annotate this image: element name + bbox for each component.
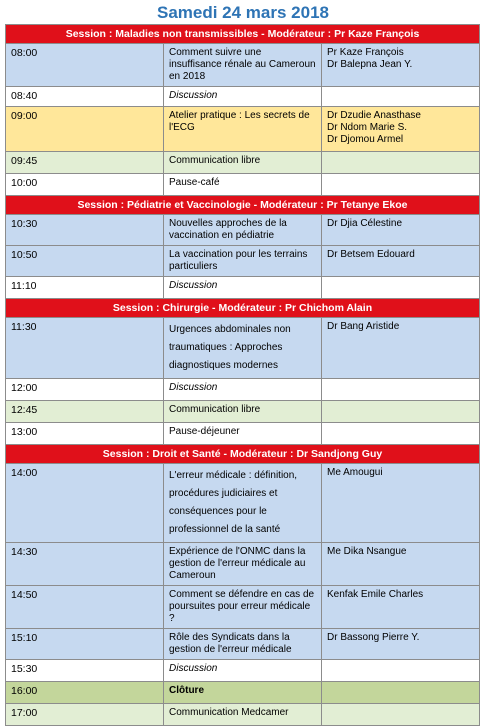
topic-cell: Rôle des Syndicats dans la gestion de l'erreur médicale xyxy=(164,629,322,660)
time-cell: 10:30 xyxy=(6,215,164,246)
speaker-cell xyxy=(322,401,480,423)
table-row xyxy=(6,107,480,152)
speaker-cell xyxy=(322,660,480,682)
topic-cell: Comment suivre une insuffisance rénale au Cameroun en 2018 xyxy=(164,44,322,87)
speaker-cell xyxy=(322,87,480,107)
topic-cell: Clôture xyxy=(164,682,322,704)
table-row xyxy=(6,215,480,246)
time-cell: 14:30 xyxy=(6,543,164,586)
speaker-cell: Dr Betsem Edouard xyxy=(322,246,480,277)
topic-cell: Communication libre xyxy=(164,152,322,174)
table-row xyxy=(6,629,480,660)
speaker-cell: Me Amougui xyxy=(322,464,480,543)
table-row xyxy=(6,682,480,704)
topic-cell: La vaccination pour les terrains particuliers xyxy=(164,246,322,277)
time-cell: 14:00 xyxy=(6,464,164,543)
session-title: Session : Maladies non transmissibles - Modérateur : Pr Kaze François xyxy=(6,25,480,44)
speaker-cell xyxy=(322,174,480,196)
table-row xyxy=(6,423,480,445)
time-cell: 15:30 xyxy=(6,660,164,682)
time-cell: 10:50 xyxy=(6,246,164,277)
topic-cell: Communication libre xyxy=(164,401,322,423)
table-row xyxy=(6,379,480,401)
topic-cell: L'erreur médicale : définition, procédures judiciaires et conséquences pour le professionnel de la santé xyxy=(164,464,322,543)
table-row xyxy=(6,44,480,87)
topic-cell: Expérience de l'ONMC dans la gestion de l'erreur médicale au Cameroun xyxy=(164,543,322,586)
topic-cell: Communication Medcamer xyxy=(164,704,322,726)
topic-cell: Urgences abdominales non traumatiques : Approches diagnostiques modernes xyxy=(164,318,322,379)
session-title: Session : Droit et Santé - Modérateur : Dr Sandjong Guy xyxy=(6,445,480,464)
time-cell: 12:45 xyxy=(6,401,164,423)
speaker-cell xyxy=(322,704,480,726)
time-cell: 09:00 xyxy=(6,107,164,152)
speaker-cell xyxy=(322,277,480,299)
speaker-cell: Dr Bang Aristide xyxy=(322,318,480,379)
speaker-cell xyxy=(322,423,480,445)
time-cell: 12:00 xyxy=(6,379,164,401)
table-row xyxy=(6,586,480,629)
time-cell: 13:00 xyxy=(6,423,164,445)
time-cell: 17:00 xyxy=(6,704,164,726)
topic-cell: Atelier pratique : Les secrets de l'ECG xyxy=(164,107,322,152)
time-cell: 14:50 xyxy=(6,586,164,629)
table-row xyxy=(6,464,480,543)
time-cell: 15:10 xyxy=(6,629,164,660)
session-title: Session : Pédiatrie et Vaccinologie - Modérateur : Pr Tetanye Ekoe xyxy=(6,196,480,215)
session-title: Session : Chirurgie - Modérateur : Pr Chichom Alain xyxy=(6,299,480,318)
program-table xyxy=(5,24,480,726)
time-cell: 11:30 xyxy=(6,318,164,379)
speaker-cell: Dr Djia Célestine xyxy=(322,215,480,246)
session-header xyxy=(6,299,480,318)
speaker-cell: Dr Dzudie Anasthase Dr Ndom Marie S. Dr Djomou Armel xyxy=(322,107,480,152)
topic-cell: Pause-café xyxy=(164,174,322,196)
speaker-cell: Dr Bassong Pierre Y. xyxy=(322,629,480,660)
time-cell: 10:00 xyxy=(6,174,164,196)
topic-cell: Discussion xyxy=(164,87,322,107)
session-header xyxy=(6,445,480,464)
topic-cell: Discussion xyxy=(164,277,322,299)
speaker-cell xyxy=(322,682,480,704)
table-row xyxy=(6,704,480,726)
speaker-cell: Me Dika Nsangue xyxy=(322,543,480,586)
topic-cell: Discussion xyxy=(164,379,322,401)
topic-cell: Pause-déjeuner xyxy=(164,423,322,445)
table-row xyxy=(6,318,480,379)
speaker-cell: Pr Kaze François Dr Balepna Jean Y. xyxy=(322,44,480,87)
time-cell: 11:10 xyxy=(6,277,164,299)
speaker-cell: Kenfak Emile Charles xyxy=(322,586,480,629)
session-header xyxy=(6,25,480,44)
speaker-cell xyxy=(322,379,480,401)
table-row xyxy=(6,277,480,299)
table-row xyxy=(6,401,480,423)
time-cell: 08:40 xyxy=(6,87,164,107)
time-cell: 09:45 xyxy=(6,152,164,174)
topic-cell: Discussion xyxy=(164,660,322,682)
table-row xyxy=(6,660,480,682)
table-row xyxy=(6,87,480,107)
table-row xyxy=(6,543,480,586)
topic-cell: Comment se défendre en cas de poursuites pour erreur médicale ? xyxy=(164,586,322,629)
page-title: Samedi 24 mars 2018 xyxy=(156,3,329,22)
session-header xyxy=(6,196,480,215)
time-cell: 08:00 xyxy=(6,44,164,87)
table-row xyxy=(6,174,480,196)
table-row xyxy=(6,246,480,277)
table-row xyxy=(6,152,480,174)
time-cell: 16:00 xyxy=(6,682,164,704)
speaker-cell xyxy=(322,152,480,174)
topic-cell: Nouvelles approches de la vaccination en pédiatrie xyxy=(164,215,322,246)
